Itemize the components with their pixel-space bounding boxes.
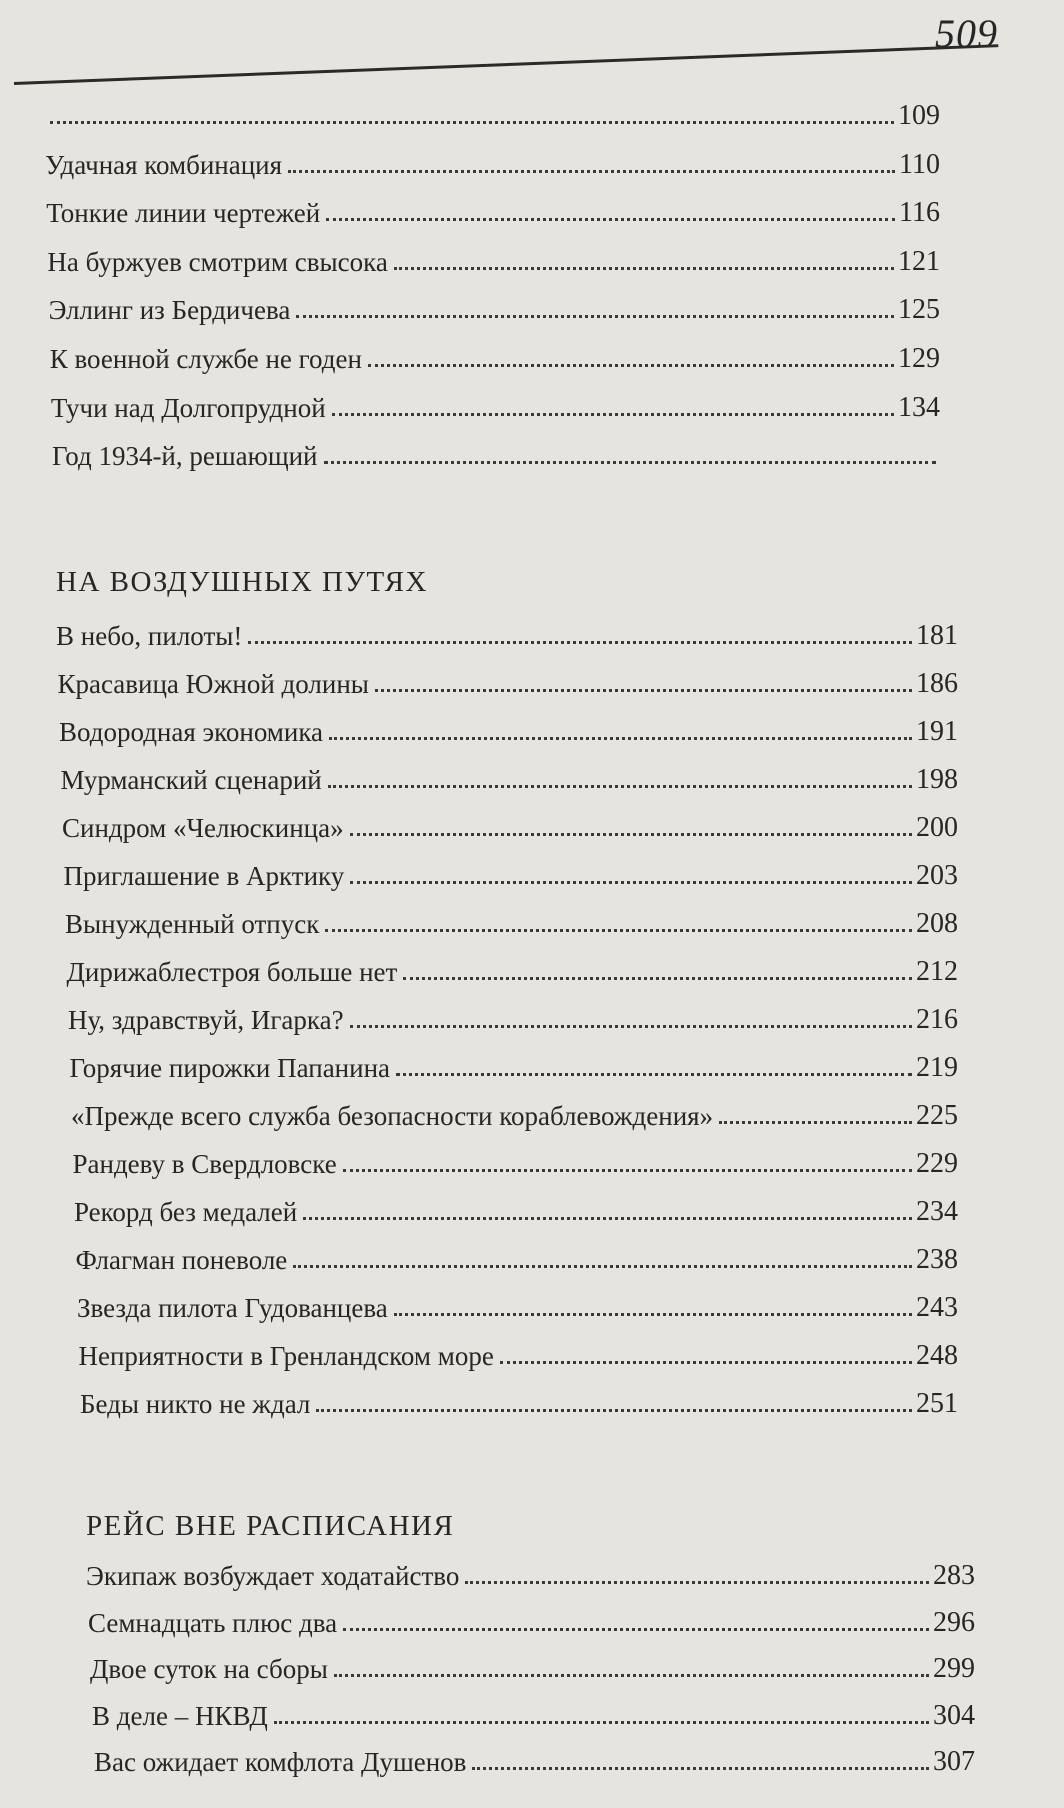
toc-entry [45,141,940,181]
dot-leader [350,833,912,836]
toc-entry-page: 225 [916,1100,958,1131]
toc-entry [56,612,958,652]
dot-leader [343,1169,912,1172]
dot-leader [274,1721,929,1724]
toc-entry-title: В небо, пилоты! [56,621,243,651]
toc-entry-page: 109 [898,100,940,131]
toc-entry [80,1380,958,1420]
toc-entry [44,92,940,132]
dot-leader [303,1217,912,1220]
toc-entry [47,238,940,278]
dot-leader [334,1674,929,1677]
toc-entry-page: 181 [916,620,958,651]
dot-leader [288,170,895,173]
toc-entry [68,996,958,1036]
dot-leader [324,461,936,464]
toc-entry-title: Неприятности в Гренландском море [78,1341,494,1371]
dot-leader [329,737,912,740]
dot-leader [719,1121,912,1124]
toc-entry-title: Приглашение в Арктику [63,861,345,891]
toc-entry [94,1738,975,1778]
page-number: 509 [935,11,998,56]
section-heading: РЕЙС ВНЕ РАСПИСАНИЯ [86,1510,455,1542]
toc-entry-title: Рандеву в Свердловске [72,1149,337,1179]
toc-entry [65,900,958,940]
toc-entry [51,384,940,424]
toc-entry-page: 198 [916,764,958,795]
dot-leader [403,977,912,980]
toc-entry-title: На буржуев смотрим свысока [47,246,388,277]
toc-entry [79,1332,959,1372]
dot-leader [394,1313,912,1316]
dot-leader [248,641,912,644]
toc-entry-title: «Прежде всего служба безопасности кораблевождения» [71,1101,714,1131]
toc-entry [49,286,940,326]
toc-entry-page: 129 [898,343,940,374]
toc-entry-page: 304 [933,1699,975,1731]
toc-entry [88,1599,975,1639]
toc-entry-title: Синдром «Челюскинца» [62,813,344,843]
toc-entry-title: Мурманский сценарий [60,765,322,795]
toc-entry-title: Дирижаблестроя больше нет [66,957,398,987]
toc-entry [61,756,959,796]
toc-entry-title: Экипаж возбуждает ходатайство [86,1561,460,1591]
toc-entry [92,1692,975,1732]
toc-entry [46,189,940,229]
toc-entry-page: 296 [933,1606,975,1638]
toc-entry-page: 186 [916,668,958,699]
toc-entry-page: 229 [916,1148,958,1179]
toc-entry-page: 110 [899,148,940,180]
toc-entry-title: Эллинг из Бердичева [48,295,291,326]
toc-entry-title: Ну, здравствуй, Игарка? [68,1005,344,1035]
dot-leader [396,1073,912,1076]
toc-entry-title: Рекорд без медалей [74,1197,298,1227]
toc-entry-page: 203 [916,860,958,891]
toc-entry-title: Красавица Южной долины [57,669,369,699]
dot-leader [316,1409,912,1412]
toc-entry-page: 251 [916,1388,958,1419]
dot-leader [368,364,894,367]
toc-entry-title: Горячие пирожки Папанина [69,1053,391,1083]
toc-entry-title: Год 1934-й, решающий [52,441,318,472]
dot-leader [465,1581,929,1584]
dot-leader [296,315,894,318]
dot-leader [375,689,912,692]
dot-leader [350,1025,912,1028]
toc-entry [58,660,959,700]
toc-entry [50,335,940,375]
toc-entry-page: 125 [898,294,940,326]
toc-entry-title: Тучи над Долгопрудной [50,392,326,423]
toc-entry-page: 283 [933,1560,975,1591]
toc-entry [74,1188,958,1228]
toc-entry [90,1645,975,1685]
toc-entry-page: 307 [933,1746,975,1777]
toc-entry-page: 212 [916,956,958,987]
toc-entry-title: Вынужденный отпуск [65,909,320,939]
dot-leader [50,121,894,124]
dot-leader [326,218,895,221]
toc-entry-title: Вас ожидает комфлота Душенов [94,1747,467,1777]
dot-leader [328,785,912,788]
toc-entry-page: 121 [898,245,940,277]
dot-leader [293,1265,912,1268]
toc-entry-title: К военной службе не годен [49,344,362,374]
toc-entry-page: 248 [916,1340,958,1371]
toc-entry-page: 116 [899,197,940,229]
toc-entry [86,1552,975,1592]
toc-entry [76,1236,959,1276]
toc-entry [70,1044,959,1084]
toc-entry-page: 216 [916,1004,958,1035]
toc-entry-page: 134 [898,391,940,423]
toc-entry-title: В деле – НКВД [92,1700,268,1731]
toc-entry-title: Беды никто не ждал [80,1389,311,1419]
toc-entry-page: 219 [916,1052,958,1083]
toc-entry-page: 238 [916,1244,958,1275]
toc-entry-page: 208 [916,908,958,939]
toc-entry-title: Удачная комбинация [45,149,283,180]
toc-entry-title: Семнадцать плюс два [88,1607,338,1638]
toc-entry-title: Тонкие линии чертежей [46,198,321,229]
section-heading: НА ВОЗДУШНЫХ ПУТЯХ [56,566,428,598]
dot-leader [472,1767,929,1770]
toc-entry-title: Двое суток на сборы [90,1654,328,1684]
dot-leader [343,1628,929,1631]
toc-entry-title: Звезда пилота Гудованцева [77,1293,388,1323]
toc-entry [67,948,959,988]
dot-leader [394,267,894,270]
toc-entry [64,852,959,892]
toc-entry [59,708,958,748]
toc-entry [62,804,958,844]
toc-entry [52,432,940,472]
dot-leader [332,413,894,416]
toc-entry [71,1092,958,1132]
toc-entry-page: 200 [916,812,958,843]
toc-entry-page: 299 [933,1653,975,1684]
dot-leader [350,881,912,884]
toc-entry-page: 243 [916,1292,958,1323]
toc-entry [73,1140,959,1180]
toc-entry-page: 191 [916,716,958,747]
toc-entry [77,1284,958,1324]
dot-leader [500,1361,912,1364]
dot-leader [325,929,912,932]
toc-entry-title: Флагман поневоле [75,1245,288,1275]
toc-entry-page: 234 [916,1196,958,1227]
toc-entry-title: Водородная экономика [59,717,324,747]
